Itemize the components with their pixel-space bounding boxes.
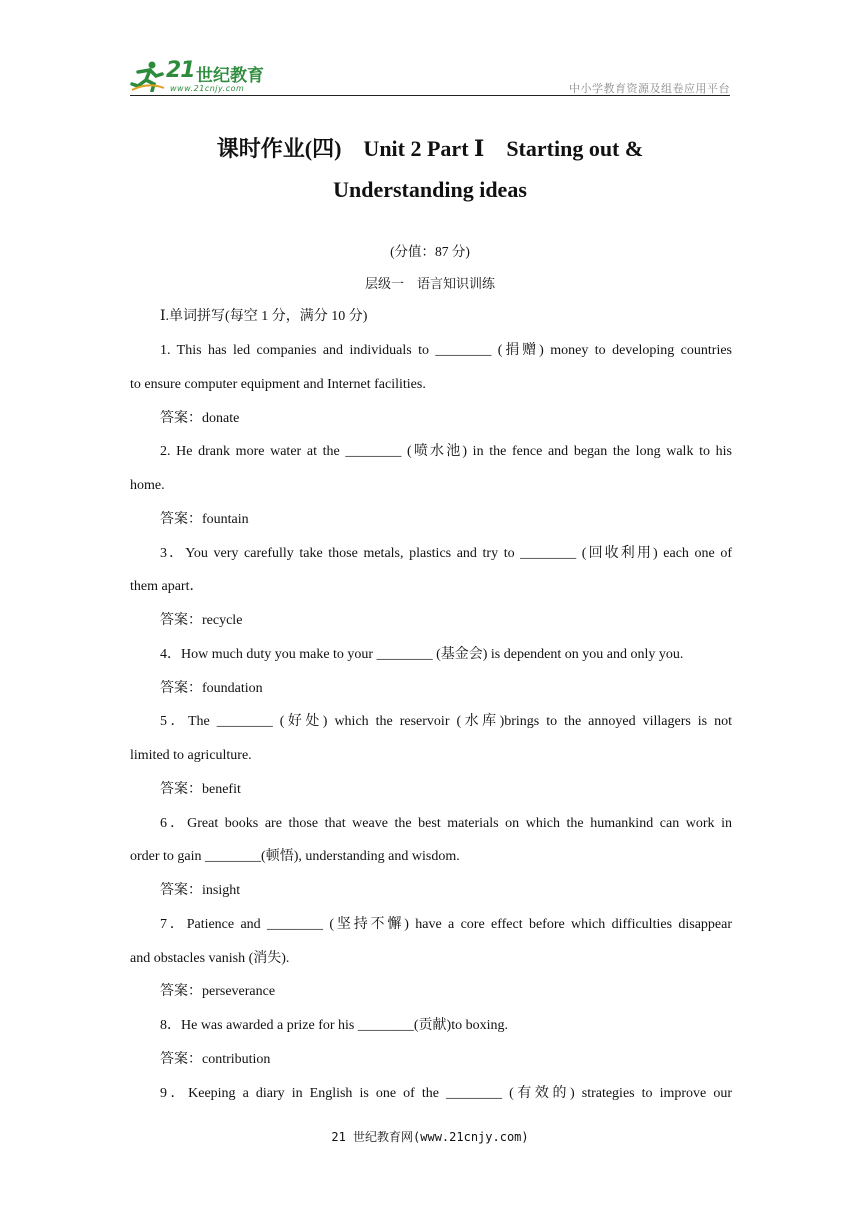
question-line: limited to agriculture. bbox=[130, 748, 252, 763]
question-line: 7．Patience and ________ (坚持不懈) have a core effect before which difficulties disappear bbox=[160, 916, 732, 932]
answer-line: 答案：foundation bbox=[160, 680, 263, 696]
score-note: (分值：87 分) bbox=[390, 244, 470, 259]
question-line: order to gain ________(顿悟), understanding and wisdom. bbox=[130, 849, 460, 865]
question-line: 5．The ________ (好处) which the reservoir (水库)brings to the annoyed villagers is not bbox=[160, 714, 732, 730]
answer-line: 答案：perseverance bbox=[160, 984, 276, 1000]
question-line: home. bbox=[130, 478, 165, 493]
question-line: 6．Great books are those that weave the best materials on which the humankind can work in bbox=[160, 815, 732, 831]
question-line: 3．You very carefully take those metals, plastics and try to ________ (回收利用) each one of bbox=[160, 545, 732, 561]
header-tagline: 中小学教育资源及组卷应用平台 bbox=[569, 82, 730, 95]
answer-line: 答案：insight bbox=[160, 883, 241, 898]
logo-url: www.21cnjy.com bbox=[170, 84, 245, 93]
section-heading: Ⅰ.单词拼写(每空 1 分，满分 10 分) bbox=[160, 309, 368, 324]
answer-line: 答案：recycle bbox=[160, 613, 243, 628]
question-line: and obstacles vanish (消失). bbox=[130, 950, 290, 966]
answer-line: 答案：contribution bbox=[160, 1051, 271, 1067]
logo-number: 21 bbox=[166, 58, 195, 83]
page-header bbox=[130, 58, 730, 96]
logo bbox=[130, 58, 290, 94]
level-heading: 层级一 语言知识训练 bbox=[364, 277, 495, 292]
answer-line: 答案：benefit bbox=[160, 781, 241, 797]
page-footer: 21 世纪教育网(www.21cnjy.com) bbox=[331, 1130, 529, 1144]
doc-title-line2: Understanding ideas bbox=[333, 177, 527, 202]
question-line: to ensure computer equipment and Internet facilities. bbox=[130, 376, 426, 392]
question-line: them apart． bbox=[130, 579, 204, 595]
question-line: 1. This has led companies and individuals to ________ (捐赠) money to developing countries bbox=[160, 343, 732, 358]
runner-icon bbox=[130, 60, 166, 92]
doc-title-line1: 课时作业(四) Unit 2 Part Ⅰ Starting out & bbox=[216, 136, 644, 161]
question-line: 2. He drank more water at the ________ (喷水池) in the fence and began the long walk to his bbox=[160, 444, 732, 460]
answer-line: 答案：donate bbox=[160, 410, 240, 426]
question-line: 4．How much duty you make to your ________ (基金会) is dependent on you and only you. bbox=[160, 646, 684, 662]
header-divider bbox=[130, 95, 730, 96]
question-line: 8．He was awarded a prize for his ________(贡献)to boxing. bbox=[160, 1018, 508, 1033]
answer-line: 答案：fountain bbox=[160, 511, 249, 527]
logo-brand: 世纪教育 bbox=[196, 66, 264, 86]
question-line: 9．Keeping a diary in English is one of the ________ (有效的) strategies to improve our bbox=[160, 1085, 732, 1101]
